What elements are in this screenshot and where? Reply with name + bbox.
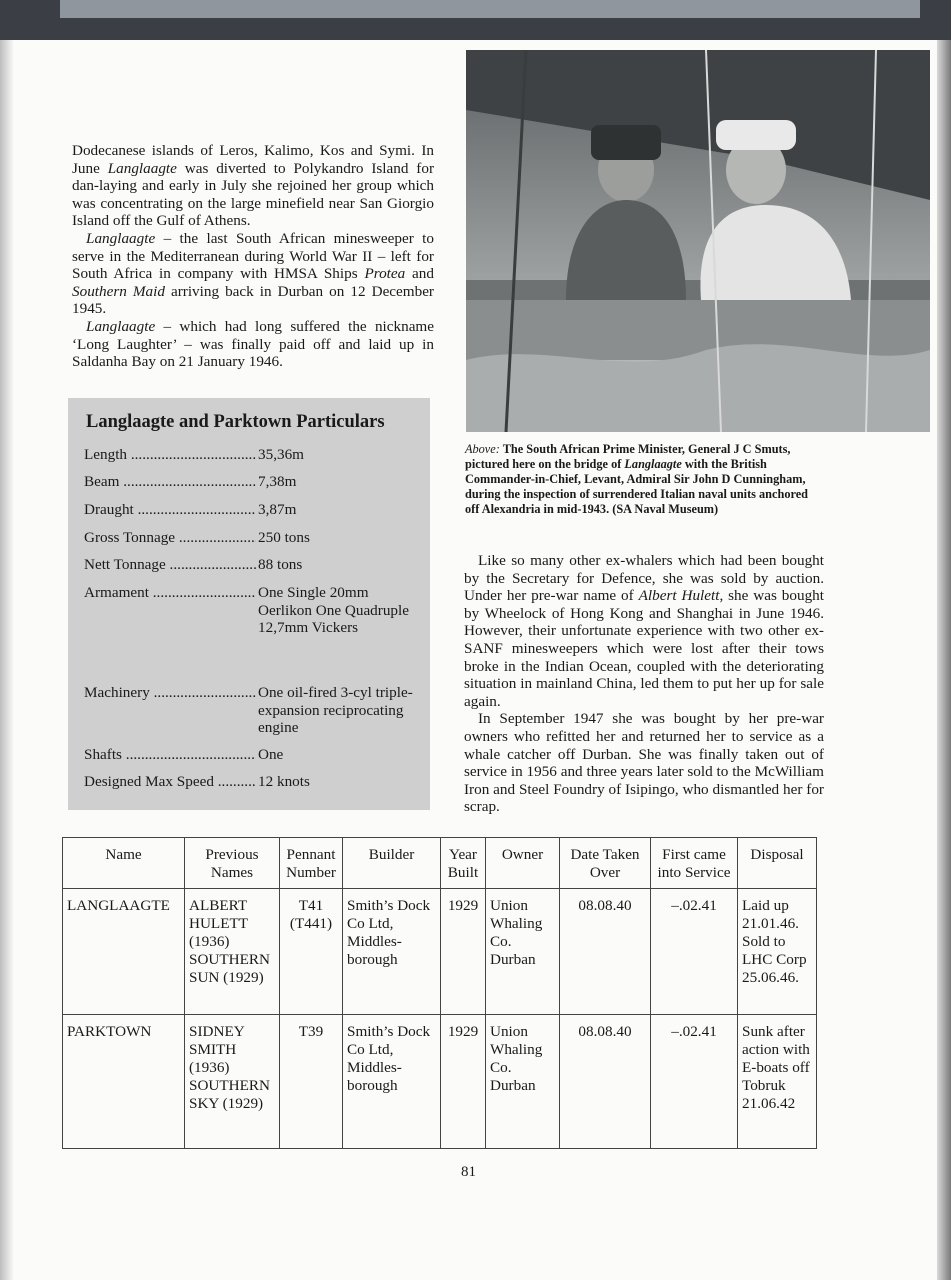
header-label: Name [105,846,142,863]
ship-name: Albert Hulett [638,587,720,605]
p1-rest: was diverted to Polykandro Island for dan-laying and early in July she rejoined her group which was concentrating on the large minefield near San Giorgio Island off the Gulf of Athens. [72,159,434,230]
ship-name: Langlaagte [624,457,682,472]
cell-text: Smith’s Dock Co Ltd, Middles-borough [347,897,431,968]
cell-text: T41 (T441) [289,897,333,932]
cell-text: SIDNEY SMITH (1936) SOUTHERN SKY (1929) [189,1023,271,1112]
ships-table [62,837,817,1149]
cell-builder [343,1015,441,1149]
header-label: Builder [368,846,415,863]
caption-b: with the British Commander-in-Chief, Levant, Admiral Sir John D Cunningham, during the inspection of surrendered Italian naval units anchored off Alexandria in mid-1943. (SA Naval Museum) [465,457,808,517]
paragraph-5: In September 1947 she was bought by her pre-war owners who refitted her and returned her to service as a whale catcher off Durban. She was finally taken out of service in 1956 and three years later sold to the McWilliam Iron and Steel Foundry of Isipingo, who dismantled her for scrap. [464,710,824,816]
cell-disposal [738,889,817,1015]
cell-first-came [651,889,738,1015]
cell-owner [486,1015,560,1149]
col-header-year [441,838,486,889]
ship-name: Langlaagte [86,317,156,335]
cell-year [441,1015,486,1149]
cell-text: –.02.41 [671,897,717,914]
cell-text: T39 [298,1023,324,1040]
p4-a: Like so many other ex-whalers which had been bought by the Secretary for Defence, she was sold by auction. Under her pre-war name of [464,552,824,605]
col-header-disposal [738,838,817,889]
p4-b: , she was bought by Wheelock of Hong Kong and Shanghai in June 1946. However, their unfortunate experience with two other ex-SANF minesweepers which were lost after their tows broke in the Indian Ocean, coupled with the deteriorating situation in mainland China, led them to put her up for sale again. [464,587,824,710]
spec-label: Length ..... [84,446,256,464]
header-label: Owner [501,846,544,863]
cell-previous [185,1015,280,1149]
spec-value: 250 tons [258,529,310,546]
cell-pennant [280,1015,343,1149]
photo-caption [465,442,815,517]
book-page [0,40,937,1280]
paragraph-4 [464,552,824,710]
header-label: Pennant Number [286,846,336,881]
cell-text: ALBERT HULETT (1936) SOUTHERN SUN (1929) [189,897,271,986]
ship-name: Langlaagte [86,229,156,247]
spec-label: Designed Max Speed ..... [84,773,256,791]
cell-text: PARKTOWN [67,1023,152,1040]
col-header-owner [486,838,560,889]
cell-builder [343,889,441,1015]
spec-value: One Single 20mm Oerlikon One Quadruple 12,7mm Vickers [258,584,409,637]
cell-text: 08.08.40 [578,897,632,914]
scan-top-edge [0,0,951,40]
spec-value: 3,87m [258,501,297,518]
scan-right-edge [937,40,951,1280]
col-header-first-came [651,838,738,889]
cell-pennant [280,889,343,1015]
paragraph-3 [72,318,434,371]
p2-b: and [405,265,434,283]
cell-text: Laid up 21.01.46. Sold to LHC Corp 25.06.46. [742,897,807,986]
cell-date-taken [560,889,651,1015]
header-label: Previous Names [205,846,259,881]
p2-a: – the last South African minesweeper to serve in the Mediterranean during World War II – left for South Africa in company with HMSA Ships [72,229,434,283]
bridge-photo [466,50,930,432]
header-label: Year Built [447,846,479,881]
table-row [63,1015,817,1149]
spec-label: Gross Tonnage ..... [84,529,256,547]
header-label: Disposal [750,846,804,863]
col-header-name [63,838,185,889]
col-header-date-taken [560,838,651,889]
spec-label: Shafts ..... [84,746,256,764]
cell-text: 1929 [447,897,479,914]
panel-title: Langlaagte and Parktown Particulars [86,412,385,432]
spec-label: Draught ..... [84,501,256,519]
col-header-pennant [280,838,343,889]
cell-first-came [651,1015,738,1149]
spec-label: Armament ..... [84,584,256,602]
spec-value: 7,38m [258,473,297,490]
cell-text: Union Whaling Co. Durban [490,1023,543,1094]
page-fold-shadow [0,40,14,1280]
p3-rest: – which had long suffered the nickname ‘Long Laughter’ – was finally paid off and laid up in Saldanha Bay on 21 January 1946. [72,317,434,371]
col-header-previous [185,838,280,889]
ship-name: Southern Maid [72,282,165,300]
page-number: 81 [461,1164,476,1180]
ship-name: Langlaagte [107,159,177,177]
ship-name: Protea [364,265,406,283]
spec-label: Beam ..... [84,473,256,491]
cell-disposal [738,1015,817,1149]
spec-label: Nett Tonnage ..... [84,556,256,574]
right-column-text [464,552,824,816]
cell-text: –.02.41 [671,1023,717,1040]
header-label: First came into Service [657,846,731,881]
particulars-panel [68,398,430,810]
spec-value: 12 knots [258,773,310,790]
cell-previous [185,889,280,1015]
paragraph-2 [72,230,434,318]
table-row [63,889,817,1015]
caption-a: The South African Prime Minister, General J C Smuts, pictured here on the bridge of [465,442,791,472]
paragraph-1 [72,142,434,230]
cell-text: 08.08.40 [578,1023,632,1040]
spec-label: Machinery ..... [84,684,256,702]
photo-illustration [466,50,930,432]
spec-value: 88 tons [258,556,303,573]
p2-c: arriving back in Durban on 12 December 1945. [72,282,434,318]
cell-owner [486,889,560,1015]
cell-text: LANGLAAGTE [67,897,170,914]
spec-value: One oil-fired 3-cyl triple-expansion reciprocating engine [258,684,413,737]
header-label: Date Taken Over [570,846,640,881]
cell-text: Union Whaling Co. Durban [490,897,543,968]
cell-text: Smith’s Dock Co Ltd, Middles-borough [347,1023,431,1094]
cell-year [441,889,486,1015]
table-header-row [63,838,817,889]
left-column-text [72,142,434,371]
spec-value: 35,36m [258,446,304,463]
cell-name [63,889,185,1015]
caption-above: Above: [465,442,500,456]
cell-name [63,1015,185,1149]
cell-text: 1929 [447,1023,479,1040]
col-header-builder [343,838,441,889]
cell-date-taken [560,1015,651,1149]
p1-text: Dodecanese islands of Leros, Kalimo, Kos and Symi. In June [72,142,434,177]
cell-text: Sunk after action with E-boats off Tobruk 21.06.42 [742,1023,810,1112]
spec-value: One [258,746,284,763]
